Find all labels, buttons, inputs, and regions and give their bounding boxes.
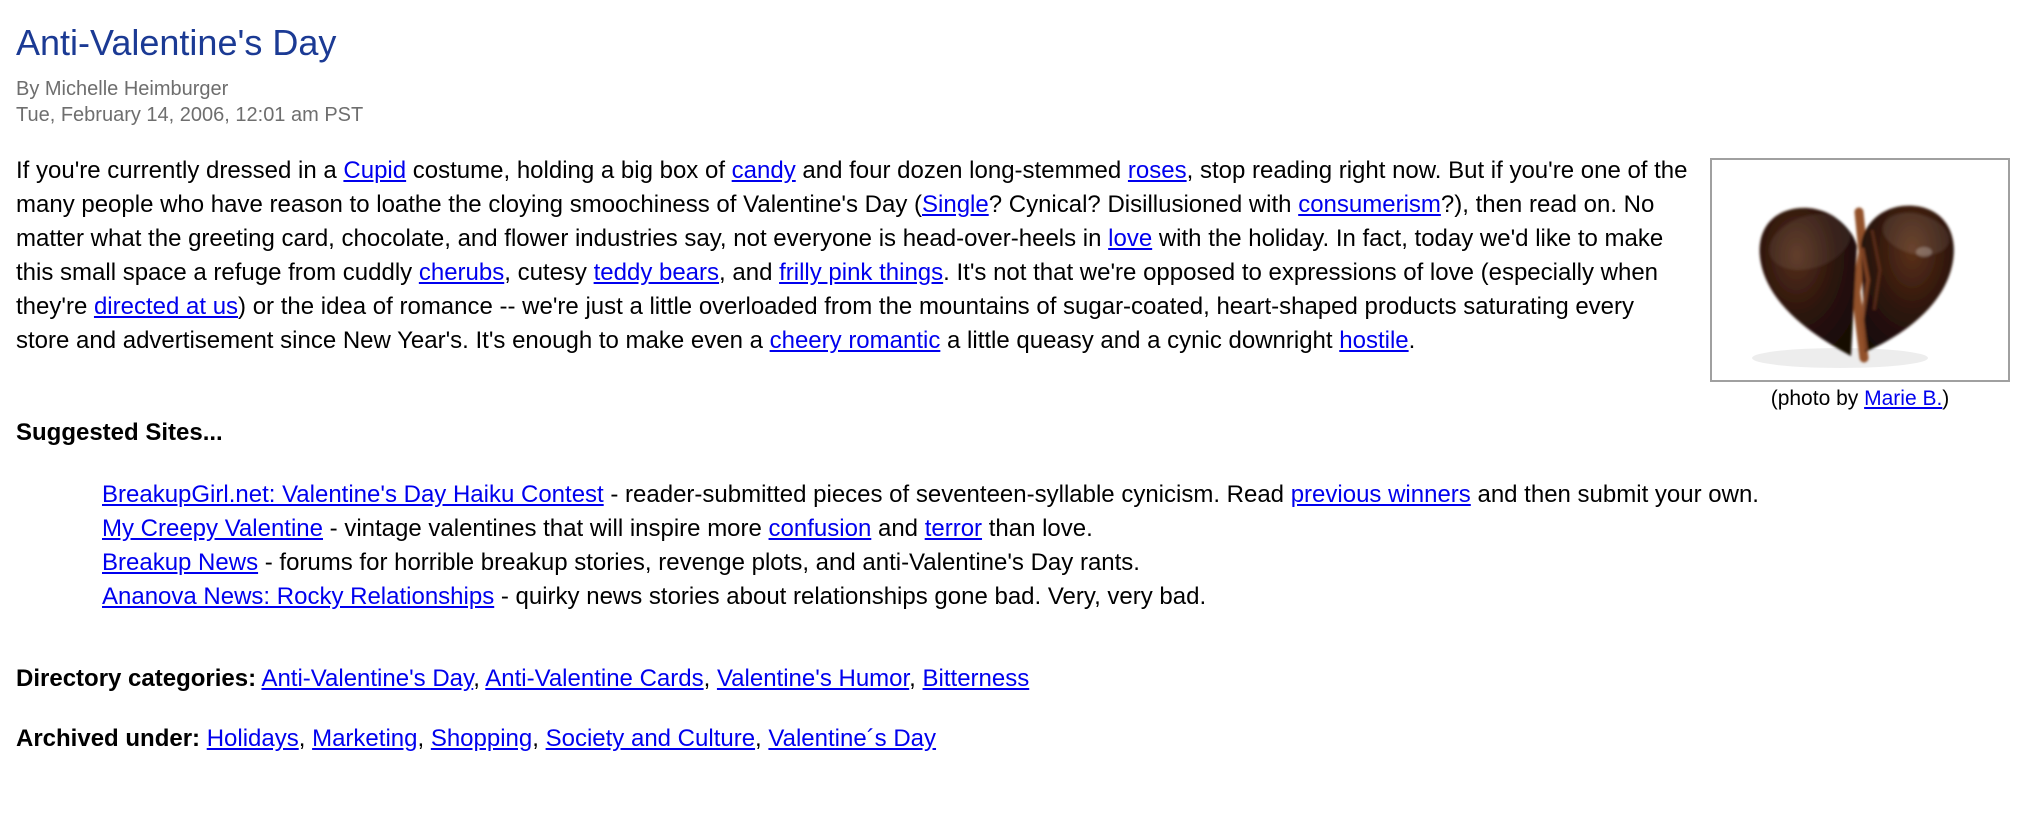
link-breakupgirl-net-valentine-s-day-haiku-contest[interactable]: BreakupGirl.net: Valentine's Day Haiku Contest: [102, 481, 604, 508]
link-valentine-s-humor[interactable]: Valentine's Humor: [716, 665, 910, 692]
link-terror[interactable]: terror: [924, 515, 983, 542]
link-single[interactable]: Single: [922, 191, 989, 218]
link-marie-b[interactable]: Marie B.: [1864, 387, 1943, 410]
link-love[interactable]: love: [1108, 225, 1153, 252]
link-anti-valentine-s-day[interactable]: Anti-Valentine's Day: [261, 665, 474, 692]
link-shopping[interactable]: Shopping: [430, 725, 533, 752]
archived-under-links: Holidays, Marketing, Shopping, Society and Culture, Valentine´s Day: [206, 725, 937, 752]
link-cherubs[interactable]: cherubs: [418, 259, 505, 286]
paragraph-text: If you're currently dressed in a Cupid costume, holding a big box of candy and four dozen long-stemmed roses, stop reading right now. But if you're one of the many people who have reason to loathe the cloying smoochiness of Valentine's Day (Single? Cynical? Disillusioned with consumerism?), then read on. No matter what the greeting card, chocolate, and flower industries say, not everyone is head-over-heels in love with the holiday. In fact, today we'd like to make this small space a refuge from cuddly cherubs, cutesy teddy bears, and frilly pink things. It's not that we're opposed to expressions of love (especially when they're directed at us) or the idea of romance -- we're just a little overloaded from the mountains of sugar-coated, heart-shaped products saturating every store and advertisement since New Year's. It's enough to make even a cheery romantic a little queasy and a cynic downright hostile.: [16, 157, 1688, 354]
link-society-and-culture[interactable]: Society and Culture: [545, 725, 756, 752]
link-anti-valentine-cards[interactable]: Anti-Valentine Cards: [485, 665, 704, 692]
link-breakup-news[interactable]: Breakup News: [102, 549, 259, 576]
suggested-sites-heading: Suggested Sites...: [16, 419, 223, 446]
link-cupid[interactable]: Cupid: [343, 157, 407, 184]
link-bitterness[interactable]: Bitterness: [922, 665, 1030, 692]
byline-author: By Michelle Heimburger: [16, 78, 229, 100]
link-frilly-pink-things[interactable]: frilly pink things: [779, 259, 944, 286]
byline-date: Tue, February 14, 2006, 12:01 am PST: [16, 104, 364, 126]
article-paragraph: [16, 154, 2010, 410]
link-roses[interactable]: roses: [1127, 157, 1187, 184]
link-holidays[interactable]: Holidays: [206, 725, 299, 752]
list-item: Ananova News: Rocky Relationships - quirky news stories about relationships gone bad. Very, very bad.: [102, 583, 1207, 610]
article-page: [16, 22, 2010, 756]
broken-heart-photo: [1710, 158, 2010, 382]
broken-chocolate-heart-image: [1712, 160, 2008, 380]
link-candy[interactable]: candy: [731, 157, 796, 184]
byline-block: [16, 76, 2010, 128]
link-cheery-romantic[interactable]: cheery romantic: [769, 327, 941, 354]
photo-figure: [1710, 158, 2010, 412]
list-item: BreakupGirl.net: Valentine's Day Haiku Contest - reader-submitted pieces of seventeen-syllable cynicism. Read previous winners and then submit your own.: [102, 481, 1759, 508]
directory-categories-links: Anti-Valentine's Day, Anti-Valentine Cards, Valentine's Humor, Bitterness: [261, 665, 1030, 692]
link-teddy-bears[interactable]: teddy bears: [593, 259, 720, 286]
link-hostile[interactable]: hostile: [1339, 327, 1409, 354]
link-confusion[interactable]: confusion: [768, 515, 872, 542]
photo-caption: (photo by Marie B.): [1770, 387, 1950, 410]
link-marketing[interactable]: Marketing: [312, 725, 418, 752]
link-ananova-news-rocky-relationships[interactable]: Ananova News: Rocky Relationships: [102, 583, 495, 610]
link-directed-at-us[interactable]: directed at us: [93, 293, 239, 320]
link-previous-winners[interactable]: previous winners: [1290, 481, 1471, 508]
archived-under-row: [16, 722, 2010, 756]
link-valentine-s-day[interactable]: Valentine´s Day: [768, 725, 937, 752]
list-item: My Creepy Valentine - vintage valentines that will inspire more confusion and terror than love.: [102, 515, 1093, 542]
suggested-sites-list: [16, 478, 2010, 614]
link-my-creepy-valentine[interactable]: My Creepy Valentine: [102, 515, 323, 542]
archived-under-label: Archived under:: [16, 725, 201, 752]
directory-categories-row: [16, 662, 2010, 696]
page-title: Anti-Valentine's Day: [16, 22, 337, 63]
list-item: Breakup News - forums for horrible breakup stories, revenge plots, and anti-Valentine's Day rants.: [102, 549, 1140, 576]
directory-categories-label: Directory categories:: [16, 665, 257, 692]
link-consumerism[interactable]: consumerism: [1298, 191, 1441, 218]
